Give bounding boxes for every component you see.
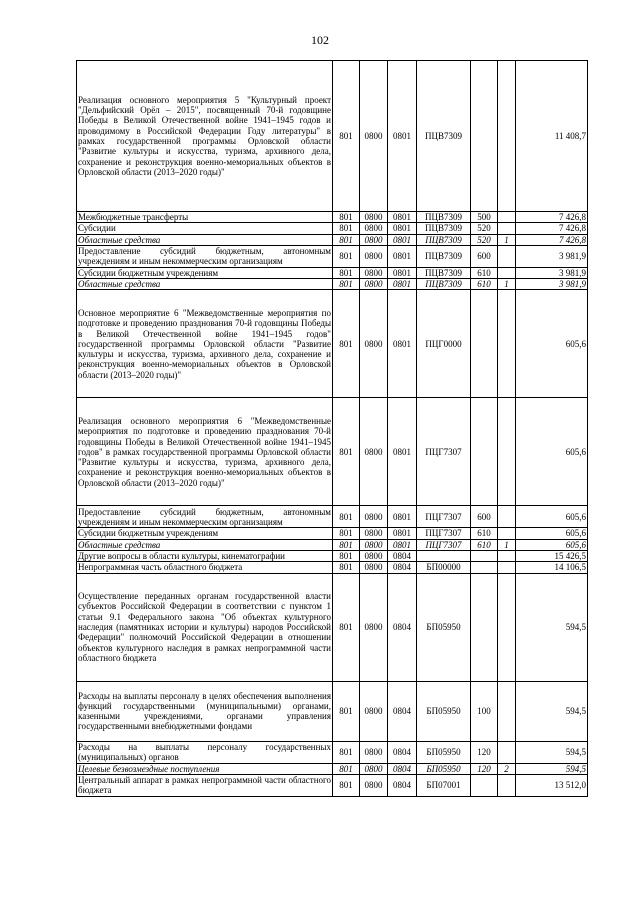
row-section-code: 0800 (360, 763, 388, 774)
row-expense-type: 610 (471, 539, 498, 550)
row-funding-source (498, 61, 516, 212)
table-row (77, 763, 588, 774)
row-ministry-code: 801 (333, 681, 360, 741)
row-name: Предоставление субсидий бюджетным, автономным учреждениям и иным некоммерческим организациям (78, 506, 331, 527)
row-target-article: ПЦВ7309 (417, 267, 471, 278)
table-row (77, 279, 588, 290)
row-expense-type: 610 (471, 279, 498, 290)
row-name: Расходы на выплаты персоналу в целях обеспечения выполнения функций государственными (муниципальными) органами, казенными учреждениями, органами управления государственными внебюджетными фондами (77, 681, 333, 741)
row-expense-type: 600 (471, 245, 498, 267)
row-ministry-code: 801 (333, 774, 360, 796)
row-amount: 7 426,8 (516, 223, 588, 234)
row-ministry-code: 801 (333, 551, 360, 562)
row-subsection-code: 0801 (388, 61, 417, 212)
row-target-article: БП05950 (417, 681, 471, 741)
row-section-code: 0800 (360, 290, 388, 398)
row-target-article: БП00000 (417, 562, 471, 573)
row-section-code: 0800 (360, 681, 388, 741)
row-expense-type: 100 (471, 681, 498, 741)
row-name: Расходы на выплаты персоналу государственных (муниципальных) органов (78, 741, 331, 763)
row-target-article: БП07001 (417, 774, 471, 796)
row-funding-source (498, 681, 516, 741)
row-subsection-code: 0804 (388, 774, 417, 796)
row-ministry-code: 801 (333, 223, 360, 234)
row-section-code: 0800 (360, 267, 388, 278)
row-subsection-code: 0804 (388, 741, 417, 763)
row-amount: 594,5 (516, 681, 588, 741)
row-funding-source (498, 212, 516, 223)
table-row (77, 223, 588, 234)
row-funding-source (498, 562, 516, 573)
row-expense-type: 500 (471, 212, 498, 223)
row-ministry-code: 801 (333, 539, 360, 550)
table-row (77, 212, 588, 223)
row-target-article: ПЦГ0000 (417, 290, 471, 398)
row-amount: 605,6 (516, 539, 588, 550)
row-ministry-code: 801 (333, 245, 360, 267)
table-row (77, 61, 588, 212)
row-target-article: ПЦГ7307 (417, 506, 471, 528)
row-section-code: 0800 (360, 223, 388, 234)
row-amount: 3 981,9 (516, 279, 588, 290)
table-row (77, 551, 588, 562)
row-target-article: ПЦВ7309 (417, 223, 471, 234)
row-name: Областные средства (77, 234, 333, 245)
row-funding-source (498, 223, 516, 234)
row-amount: 7 426,8 (516, 234, 588, 245)
row-ministry-code: 801 (333, 506, 360, 528)
table-row (77, 741, 588, 763)
row-amount: 14 106,5 (516, 562, 588, 573)
row-ministry-code: 801 (333, 528, 360, 539)
row-name: Реализация основного мероприятия 6 "Межведомственные мероприятия по подготовке и проведению празднования 70-й годовщины Победы в Великой Отечественной войне 1941–1945 годов" в рамках государственной программы Орловской области "Развитие культуры и искусства, туризма, архивного дела, сохранение и реконструкция военно-мемориальных объектов в Орловской области (2013–2020 годы)" (77, 398, 333, 506)
row-subsection-code: 0804 (388, 551, 417, 562)
row-expense-type (471, 398, 498, 506)
row-target-article (417, 551, 471, 562)
row-section-code: 0800 (360, 528, 388, 539)
row-name: Реализация основного мероприятия 5 "Культурный проект "Дельфийский Орёл – 2015", посвященный 70-й годовщине Победы в Великой Отечественной войне 1941–1945 годов и проводимому в Российской Федерации Году литературы" в рамках государственной программы Орловской области "Развитие культуры и искусства, туризма, архивного дела, сохранение и реконструкция военно-мемориальных объектов в Орловской области (2013–2020 годы)" (77, 61, 333, 212)
row-ministry-code: 801 (333, 267, 360, 278)
table-row (77, 398, 588, 506)
row-name: Предоставление субсидий бюджетным, автономным учреждениям и иным некоммерческим организациям (78, 246, 331, 267)
row-section-code: 0800 (360, 245, 388, 267)
row-amount: 605,6 (516, 398, 588, 506)
row-section-code: 0800 (360, 506, 388, 528)
row-name: Центральный аппарат в рамках непрограммной части областного бюджета (78, 775, 331, 796)
row-expense-type: 520 (471, 234, 498, 245)
row-ministry-code: 801 (333, 741, 360, 763)
row-name: Другие вопросы в области культуры, кинематографии (77, 551, 333, 562)
row-amount: 594,5 (516, 741, 588, 763)
row-subsection-code: 0801 (388, 279, 417, 290)
row-name: Субсидии бюджетным учреждениям (77, 528, 333, 539)
row-target-article: БП05950 (417, 741, 471, 763)
table-row (77, 290, 588, 398)
row-subsection-code: 0801 (388, 528, 417, 539)
row-ministry-code: 801 (333, 763, 360, 774)
row-name: Субсидии бюджетным учреждениям (77, 267, 333, 278)
row-target-article: БП05950 (417, 763, 471, 774)
row-funding-source (498, 506, 516, 528)
row-amount: 15 426,5 (516, 551, 588, 562)
row-expense-type: 600 (471, 506, 498, 528)
table-row (77, 506, 588, 528)
row-subsection-code: 0801 (388, 398, 417, 506)
row-section-code: 0800 (360, 279, 388, 290)
row-ministry-code: 801 (333, 573, 360, 681)
row-name: Межбюджетные трансферты (77, 212, 333, 223)
table-row (77, 774, 588, 796)
row-ministry-code: 801 (333, 562, 360, 573)
row-funding-source (498, 267, 516, 278)
row-amount: 605,6 (516, 528, 588, 539)
row-target-article: ПЦВ7309 (417, 245, 471, 267)
table-row (77, 562, 588, 573)
row-funding-source (498, 245, 516, 267)
row-subsection-code: 0801 (388, 223, 417, 234)
row-name: Непрограммная часть областного бюджета (77, 562, 333, 573)
row-subsection-code: 0801 (388, 212, 417, 223)
row-expense-type (471, 573, 498, 681)
row-section-code: 0800 (360, 212, 388, 223)
row-funding-source (498, 573, 516, 681)
row-subsection-code: 0804 (388, 681, 417, 741)
row-ministry-code: 801 (333, 279, 360, 290)
row-section-code: 0800 (360, 562, 388, 573)
row-expense-type: 610 (471, 528, 498, 539)
row-target-article: ПЦВ7309 (417, 212, 471, 223)
row-amount: 11 408,7 (516, 61, 588, 212)
row-expense-type: 610 (471, 267, 498, 278)
row-name: Основное мероприятие 6 "Межведомственные мероприятия по подготовке и проведению празднования 70-й годовщины Победы в Великой Отечественной войне 1941–1945 годов" государственной программы Орловской области "Развитие культуры и искусства, туризма, архивного дела, сохранение и реконструкция военно-мемориальных объектов в Орловской области (2013–2020 годы)" (77, 290, 333, 398)
row-funding-source (498, 290, 516, 398)
row-expense-type (471, 551, 498, 562)
row-ministry-code: 801 (333, 234, 360, 245)
row-subsection-code: 0801 (388, 506, 417, 528)
row-ministry-code: 801 (333, 290, 360, 398)
row-ministry-code: 801 (333, 398, 360, 506)
row-ministry-code: 801 (333, 212, 360, 223)
row-section-code: 0800 (360, 551, 388, 562)
row-subsection-code: 0801 (388, 245, 417, 267)
row-amount: 7 426,8 (516, 212, 588, 223)
row-target-article: БП05950 (417, 573, 471, 681)
row-subsection-code: 0804 (388, 573, 417, 681)
row-expense-type (471, 61, 498, 212)
row-section-code: 0800 (360, 573, 388, 681)
row-name: Областные средства (77, 539, 333, 550)
table-row (77, 528, 588, 539)
row-amount: 605,6 (516, 506, 588, 528)
row-target-article: ПЦГ7307 (417, 539, 471, 550)
row-subsection-code: 0801 (388, 539, 417, 550)
row-section-code: 0800 (360, 398, 388, 506)
row-funding-source (498, 741, 516, 763)
row-amount: 13 512,0 (516, 774, 588, 796)
row-target-article: ПЦВ7309 (417, 61, 471, 212)
row-funding-source: 1 (498, 539, 516, 550)
budget-table (76, 60, 588, 797)
table-row (77, 539, 588, 550)
table-row (77, 245, 588, 267)
row-subsection-code: 0801 (388, 290, 417, 398)
table-row (77, 573, 588, 681)
row-section-code: 0800 (360, 774, 388, 796)
row-target-article: ПЦВ7309 (417, 279, 471, 290)
row-subsection-code: 0804 (388, 763, 417, 774)
row-subsection-code: 0801 (388, 267, 417, 278)
row-section-code: 0800 (360, 741, 388, 763)
row-expense-type: 520 (471, 223, 498, 234)
row-section-code: 0800 (360, 234, 388, 245)
row-section-code: 0800 (360, 539, 388, 550)
row-amount: 3 981,9 (516, 267, 588, 278)
row-funding-source: 1 (498, 234, 516, 245)
row-name: Областные средства (77, 279, 333, 290)
row-amount: 594,5 (516, 763, 588, 774)
table-row (77, 234, 588, 245)
row-target-article: ПЦВ7309 (417, 234, 471, 245)
row-name: Субсидии (77, 223, 333, 234)
row-section-code: 0800 (360, 61, 388, 212)
row-funding-source (498, 551, 516, 562)
row-expense-type: 120 (471, 763, 498, 774)
row-funding-source (498, 528, 516, 539)
row-expense-type: 120 (471, 741, 498, 763)
row-funding-source: 1 (498, 279, 516, 290)
row-name: Целевые безвозмездные поступления (77, 763, 333, 774)
row-expense-type (471, 562, 498, 573)
row-amount: 594,5 (516, 573, 588, 681)
budget-table-body (77, 61, 588, 797)
row-funding-source (498, 774, 516, 796)
row-target-article: ПЦГ7307 (417, 528, 471, 539)
row-subsection-code: 0801 (388, 234, 417, 245)
table-row (77, 681, 588, 741)
table-row (77, 267, 588, 278)
row-funding-source: 2 (498, 763, 516, 774)
row-funding-source (498, 398, 516, 506)
page-number: 102 (311, 33, 329, 47)
row-name: Осуществление переданных органам государственной власти субъектов Российской Федерации в соответствии с пунктом 1 статьи 9.1 Федерального закона "Об объектах культурного наследия (памятниках истории и культуры) народов Российской Федерации" полномочий Российской Федерации в отношении объектов культурного наследия в рамках непрограммной части областного бюджета (77, 573, 333, 681)
row-amount: 605,6 (516, 290, 588, 398)
row-expense-type (471, 290, 498, 398)
row-amount: 3 981,9 (516, 245, 588, 267)
row-target-article: ПЦГ7307 (417, 398, 471, 506)
row-subsection-code: 0804 (388, 562, 417, 573)
row-expense-type (471, 774, 498, 796)
row-ministry-code: 801 (333, 61, 360, 212)
